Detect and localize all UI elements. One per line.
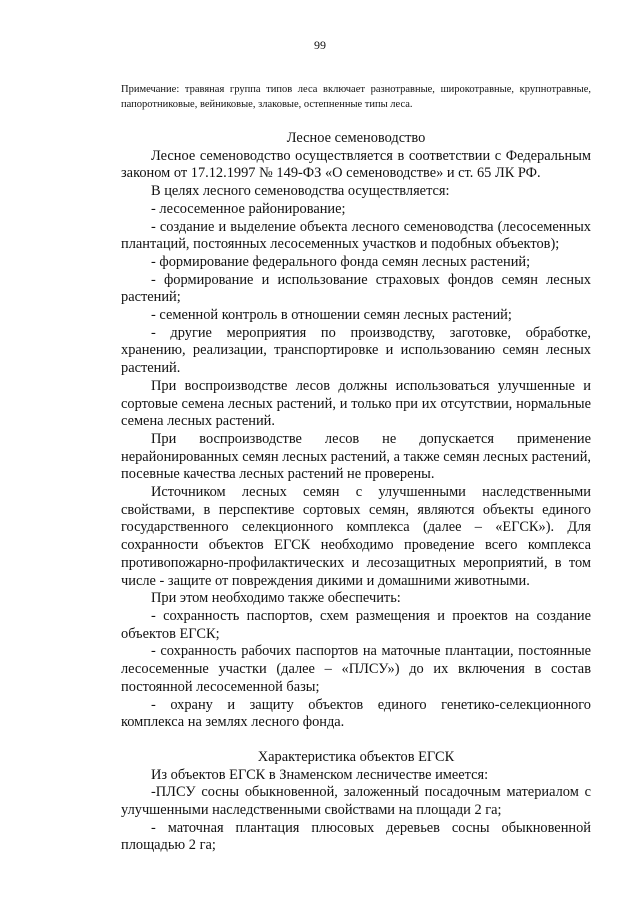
paragraph: При этом необходимо также обеспечить: xyxy=(151,590,401,607)
paragraph: При воспроизводстве лесов должны использоваться улучшенные и сортовые семена лесных растений, и только при их отсутствии, нормальные семена лесных растений. xyxy=(121,377,591,430)
page-number: 99 xyxy=(314,38,326,52)
document-body xyxy=(121,130,591,855)
paragraph: В целях лесного семеноводства осуществляется: xyxy=(151,183,450,200)
list-item: - формирование и использование страховых фондов семян лесных растений; xyxy=(121,271,591,306)
list-item: - маточная плантация плюсовых деревьев сосны обыкновенной площадью 2 га; xyxy=(121,819,591,854)
section-heading-egsk-objects: Характеристика объектов ЕГСК xyxy=(257,748,455,765)
list-item: - сохранность рабочих паспортов на маточные плантации, постоянные лесосеменные участки (далее – «ПЛСУ») до их включения в состав постоянной лесосеменной базы; xyxy=(121,643,591,695)
list-item: - сохранность паспортов, схем размещения и проектов на создание объектов ЕГСК; xyxy=(121,607,591,642)
list-item: - семенной контроль в отношении семян лесных растений; xyxy=(151,307,512,324)
list-item: - формирование федерального фонда семян лесных растений; xyxy=(151,253,531,270)
section-spacer xyxy=(121,732,591,749)
list-item: - охрану и защиту объектов единого генетико-селекционного комплекса на землях лесного фонда. xyxy=(121,696,591,731)
list-item: -ПЛСУ сосны обыкновенной, заложенный посадочным материалом с улучшенными наследственными свойствами на площади 2 га; xyxy=(121,784,591,819)
section-heading-forest-seed-production: Лесное семеноводство xyxy=(286,130,426,146)
paragraph: Из объектов ЕГСК в Знаменском лесничестве имеется: xyxy=(151,766,489,783)
list-item: - лесосеменное районирование; xyxy=(151,200,346,217)
note-paragraph: Примечание: травяная группа типов леса включает разнотравные, широкотравные, крупнотравные, папоротниковые, вейниковые, злаковые, остепненные типы леса. xyxy=(121,84,591,110)
paragraph: Лесное семеноводство осуществляется в соответствии с Федеральным законом от 17.12.1997 № 149-ФЗ «О семеноводстве» и ст. 65 ЛК РФ. xyxy=(121,147,591,182)
paragraph: Источником лесных семян с улучшенными наследственными свойствами, в перспективе сортовых семян, являются объекты единого государственного селекционного комплекса (далее – «ЕГСК»). Для сохранности объектов ЕГСК необходимо проведение всего комплекса противопожарно-профилактических и лесозащитных мероприятий, в том числе - защите от повреждения дикими и домашними животными. xyxy=(121,484,591,589)
list-item: - другие мероприятия по производству, заготовке, обработке, хранению, реализации, транспортировке и использованию семян лесных растений. xyxy=(121,324,591,377)
paragraph: При воспроизводстве лесов не допускается применение нерайонированных семян лесных растений, а также семян лесных растений, посевные качества лесных растений не проверены. xyxy=(121,430,591,483)
list-item: - создание и выделение объекта лесного семеноводства (лесосеменных плантаций, постоянных лесосеменных участков и подобных объектов); xyxy=(121,218,591,253)
